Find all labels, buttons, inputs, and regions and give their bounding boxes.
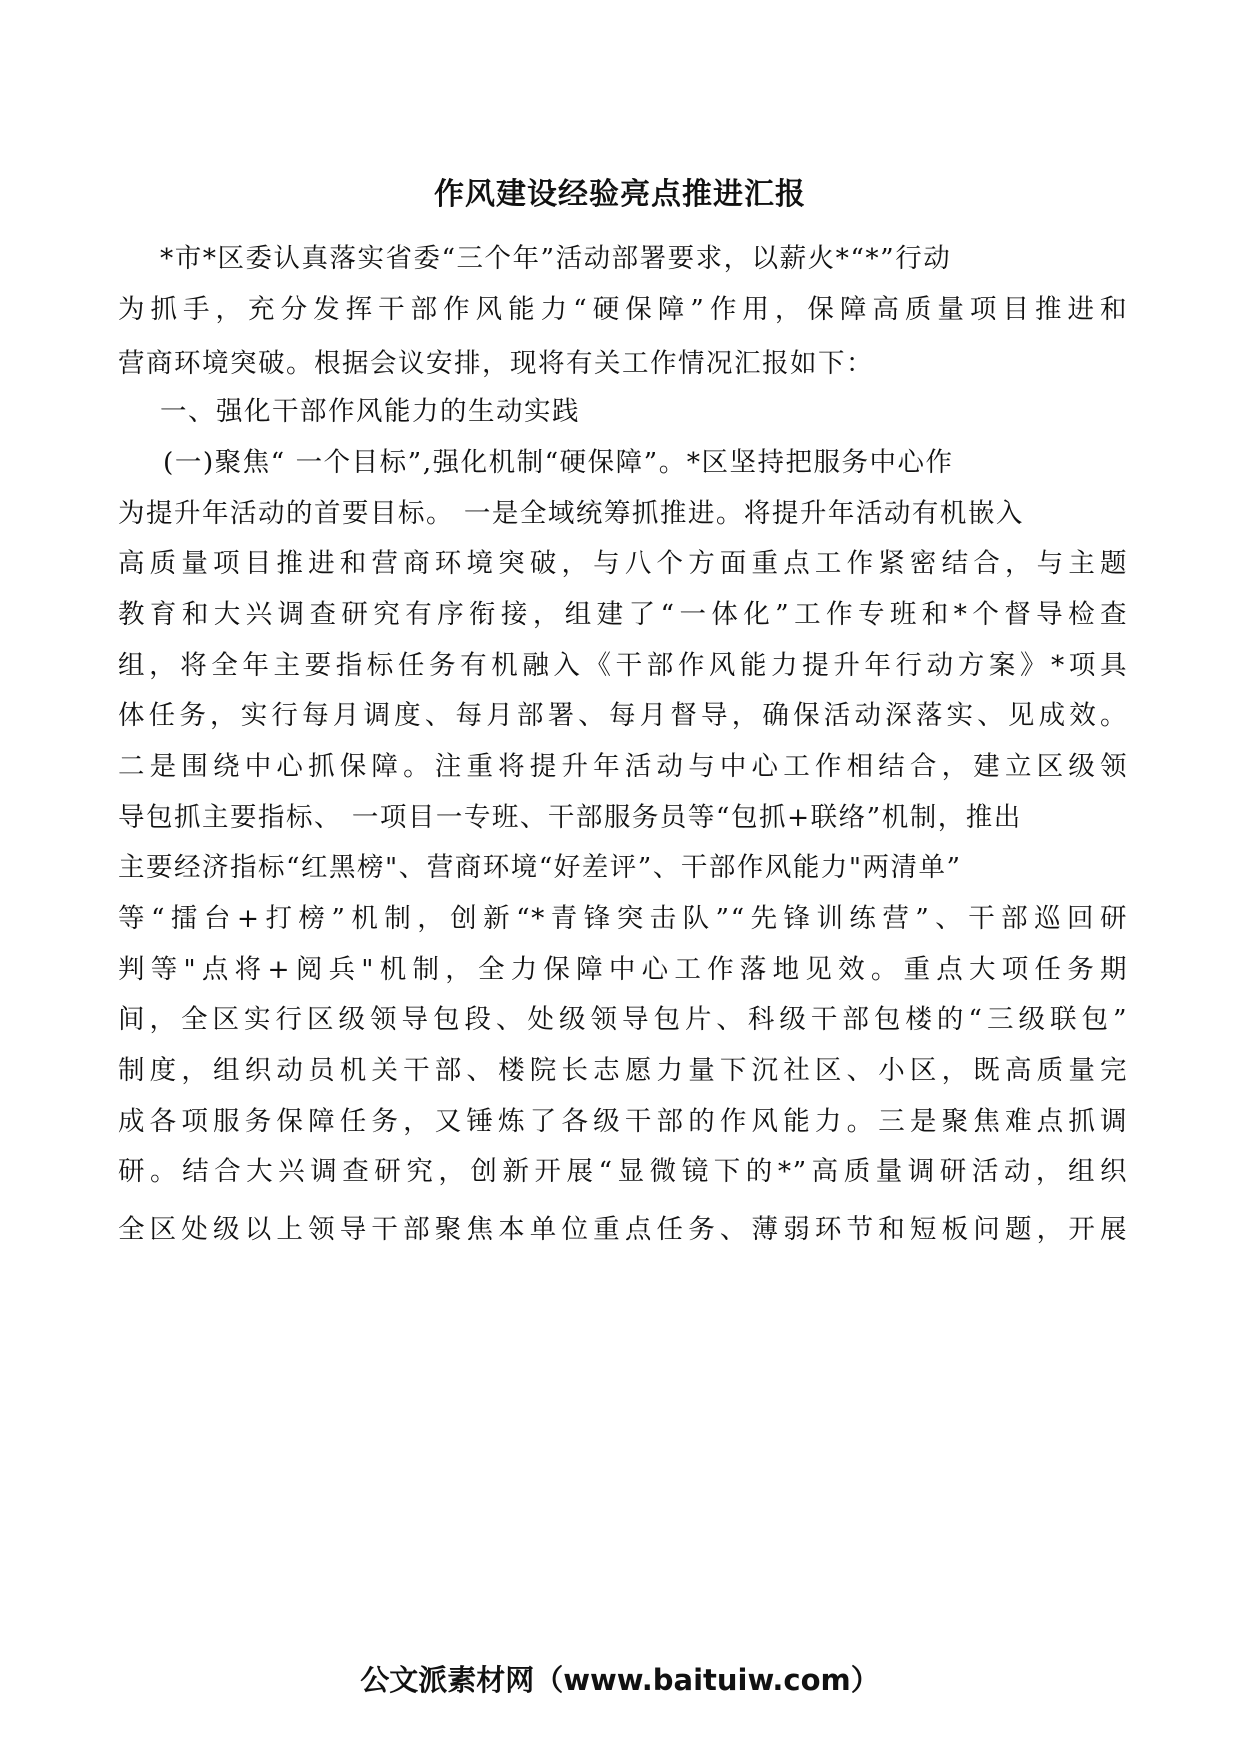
paragraph-line: *市*区委认真落实省委“三个年”活动部署要求，以薪火*“*”行动	[160, 243, 952, 274]
paragraph-line: 判等"点将+阅兵"机制，全力保障中心工作落地见效。重点大项任务期	[118, 954, 1128, 985]
paragraph-line: 高质量项目推进和营商环境突破，与八个方面重点工作紧密结合，与主题	[118, 548, 1128, 579]
paragraph-line: 为抓手，充分发挥干部作风能力“硬保障”作用，保障高质量项目推进和	[118, 294, 1128, 325]
paragraph-line: 体任务，实行每月调度、每月部署、每月督导，确保活动深落实、见成效。	[118, 700, 1128, 731]
section-heading: 一、强化干部作风能力的生动实践	[160, 396, 580, 427]
paragraph-line: 间，全区实行区级领导包段、处级领导包片、科级干部包楼的“三级联包”	[118, 1004, 1128, 1035]
paragraph-line: 营商环境突破。根据会议安排，现将有关工作情况汇报如下：	[118, 348, 874, 379]
paragraph-line: 组，将全年主要指标任务有机融入《干部作风能力提升年行动方案》*项具	[118, 650, 1128, 681]
paragraph-line: 制度，组织动员机关干部、楼院长志愿力量下沉社区、小区，既高质量完	[118, 1055, 1128, 1086]
paragraph-line: 为提升年活动的首要目标。 一是全域统筹抓推进。将提升年活动有机嵌入	[118, 498, 1024, 529]
paragraph-line: 导包抓主要指标、 一项目一专班、干部服务员等“包抓+联络”机制，推出	[118, 802, 1022, 833]
paragraph-line: 研。结合大兴调查研究，创新开展“显微镜下的*”高质量调研活动，组织	[118, 1156, 1128, 1187]
paragraph-line: 主要经济指标“红黑榜"、营商环境“好差评”、干部作风能力"两清单”	[118, 852, 962, 883]
paragraph-line: (一)聚焦“ 一个目标”,强化机制“硬保障”。*区坚持把服务中心作	[163, 447, 954, 478]
document-title: 作风建设经验亮点推进汇报	[434, 177, 806, 212]
paragraph-line: 等“擂台+打榜”机制，创新“*青锋突击队”“先锋训练营”、干部巡回研	[118, 903, 1128, 934]
paragraph-line: 成各项服务保障任务，又锤炼了各级干部的作风能力。三是聚焦难点抓调	[118, 1106, 1128, 1137]
source-footer: 公文派素材网（www.baituiw.com）	[360, 1663, 880, 1697]
paragraph-line: 教育和大兴调查研究有序衔接，组建了“一体化”工作专班和*个督导检查	[118, 599, 1128, 630]
paragraph-line: 二是围绕中心抓保障。注重将提升年活动与中心工作相结合，建立区级领	[118, 751, 1128, 782]
paragraph-line: 全区处级以上领导干部聚焦本单位重点任务、薄弱环节和短板问题，开展	[118, 1214, 1128, 1245]
